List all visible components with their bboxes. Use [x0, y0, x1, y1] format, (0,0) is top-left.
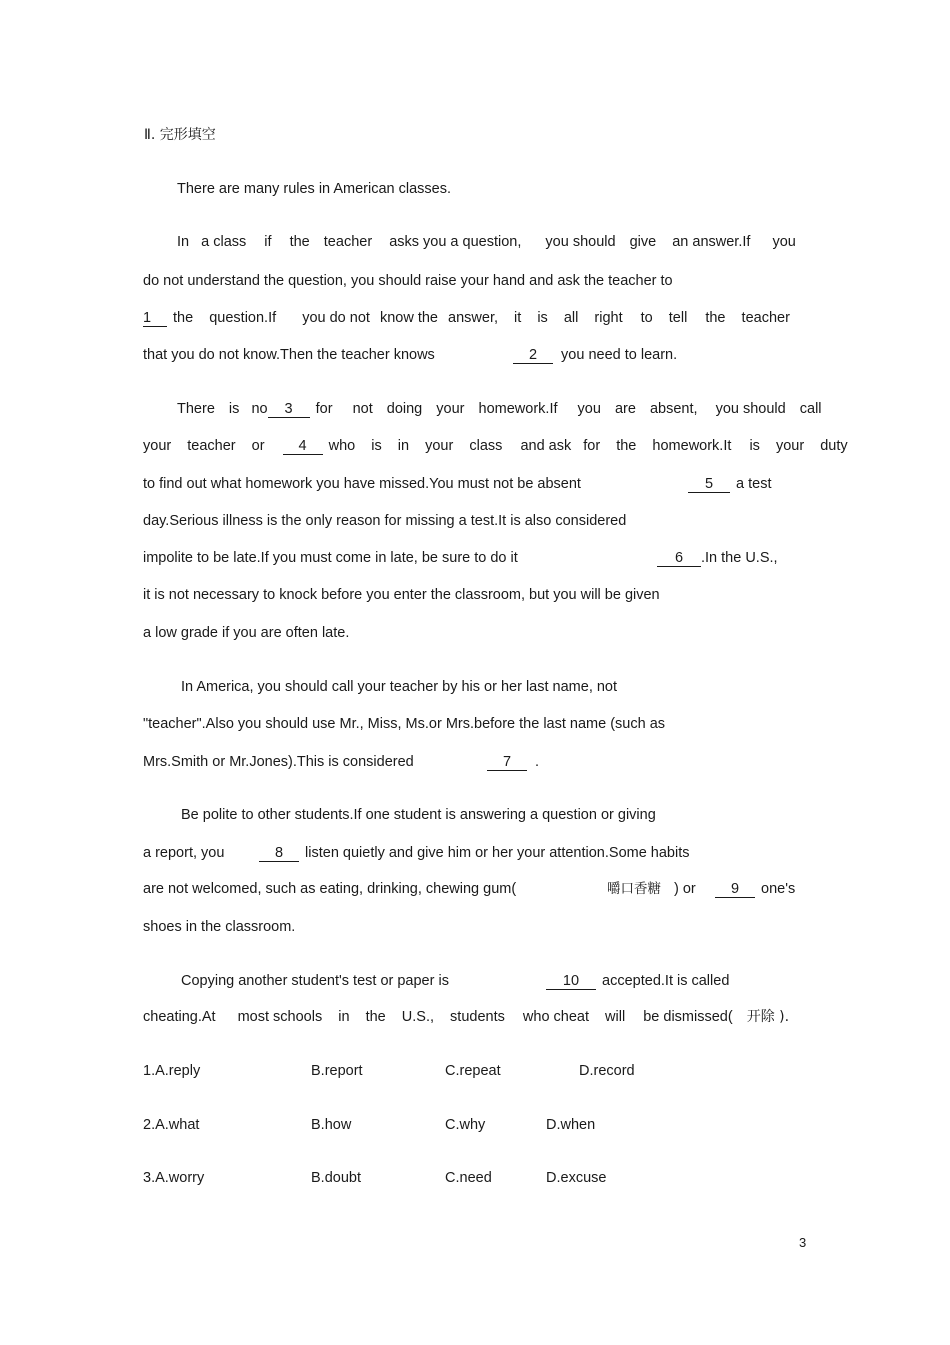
p2-line-1: In a class if the teacher asks you a question, you should give an answer.If you — [177, 234, 796, 250]
p2-line-4b: 2 you need to learn. — [513, 346, 677, 364]
p5-line-3-chinese: 嚼口香糖 — [607, 881, 661, 897]
p4-line-2: "teacher".Also you should use Mr., Miss, Ms.or Mrs.before the last name (such as — [143, 716, 666, 732]
paragraph-1: There are many rules in American classes. — [177, 181, 451, 197]
option-1-b: B.report — [311, 1063, 363, 1079]
option-2-d: D.when — [546, 1117, 596, 1133]
blank-6: 6 — [657, 550, 701, 567]
p6-line-1b: 10 accepted.It is called — [546, 972, 729, 990]
p4-line-1: In America, you should call your teacher by his or her last name, not — [181, 679, 618, 695]
p3-line-3b: 5 a test — [688, 475, 772, 493]
p2-line-3: 1 the question.If you do not know the answer, it is all right to tell the teacher — [143, 310, 790, 326]
blank-3: 3 — [268, 401, 310, 418]
p3-line-5b: 6 .In the U.S., — [657, 549, 778, 567]
option-2-b: B.how — [311, 1117, 352, 1133]
p4-line-3a: Mrs.Smith or Mr.Jones).This is considered — [143, 754, 414, 770]
p3-line-6: it is not necessary to knock before you enter the classroom, but you will be given — [143, 587, 660, 603]
p5-line-4: shoes in the classroom. — [143, 919, 296, 935]
p2-line-4a: that you do not know.Then the teacher knows — [143, 347, 435, 363]
p6-line-1a: Copying another student's test or paper is — [181, 973, 449, 989]
p3-line-3a: to find out what homework you have missed.You must not be absent — [143, 476, 581, 492]
p3-line-5a: impolite to be late.If you must come in late, be sure to do it — [143, 550, 518, 566]
option-3-d: D.excuse — [546, 1170, 607, 1186]
blank-8: 8 — [259, 845, 299, 862]
blank-2: 2 — [513, 347, 553, 364]
option-1-d: D.record — [579, 1063, 635, 1079]
p5-line-3c: 9 one's — [715, 880, 795, 898]
blank-10: 10 — [546, 973, 596, 990]
p5-line-3a: are not welcomed, such as eating, drinking, chewing gum( — [143, 881, 517, 897]
blank-9: 9 — [715, 881, 755, 898]
p3-line-4: day.Serious illness is the only reason for missing a test.It is also considered — [143, 513, 627, 529]
p3-line-2: your teacher or 4 who is in your class and ask for the homework.It is your duty — [143, 438, 848, 454]
option-3-a: 3.A.worry — [143, 1170, 205, 1186]
option-2-c: C.why — [445, 1117, 486, 1133]
section-title: Ⅱ. 完形填空 — [144, 127, 216, 143]
p3-line-7: a low grade if you are often late. — [143, 625, 350, 641]
p5-line-3b: ) or — [674, 881, 696, 897]
blank-5: 5 — [688, 476, 730, 493]
blank-4: 4 — [283, 438, 323, 455]
option-1-a: 1.A.reply — [143, 1063, 201, 1079]
option-1-c: C.repeat — [445, 1063, 501, 1079]
p5-line-1: Be polite to other students.If one student is answering a question or giving — [181, 807, 656, 823]
p2-line-2: do not understand the question, you should raise your hand and ask the teacher to — [143, 273, 673, 289]
p3-line-1: There is no 3 for not doing your homework.If you are absent, you should call — [177, 401, 822, 417]
page-number: 3 — [799, 1235, 807, 1250]
p5-line-2b: 8 listen quietly and give him or her your attention.Some habits — [259, 844, 690, 862]
p5-line-2a: a report, you — [143, 845, 225, 861]
blank-7: 7 — [487, 754, 527, 771]
blank-1: 1 — [143, 310, 167, 327]
p4-line-3b: 7 . — [487, 753, 539, 771]
p6-line-2: cheating.At most schools in the U.S., students who cheat will be dismissed( 开除 ). — [143, 1009, 790, 1025]
option-3-b: B.doubt — [311, 1170, 361, 1186]
option-3-c: C.need — [445, 1170, 492, 1186]
option-2-a: 2.A.what — [143, 1117, 200, 1133]
